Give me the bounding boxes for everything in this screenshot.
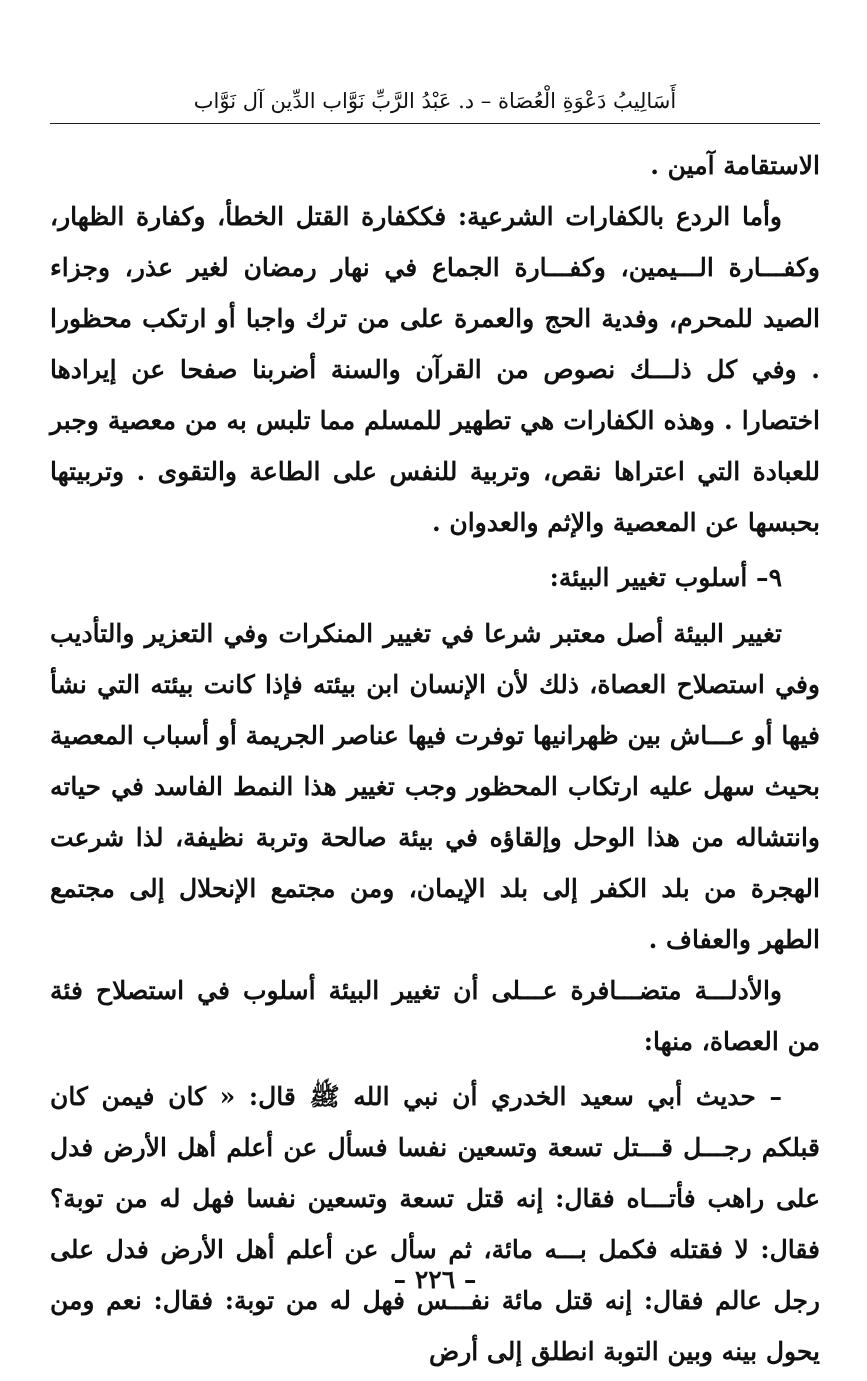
paragraph-environment: تغيير البيئة أصل معتبر شرعا في تغيير المنكرات وفي التعزير والتأديب وفي استصلاح العصاة، ذلك لأن الإنسان ابن بيئته فإذا كانت بيئته التي نشأ فيها أو عـــاش بين ظهرانيها توفرت فيها عناصر الجريمة أو أسباب المعصية بحيث سهل عليه ارتكاب المحظور وجب تغيير هذا النمط الفاسد في حياته وانتشاله من هذا الوحل وإلقاؤه في بيئة صالحة وتربة نظيفة، لذا شرعت الهجرة من بلد الكفر إلى بلد الإيمان، ومن مجتمع الإنحلال إلى مجتمع الطهر والعفاف .	[50, 619, 820, 954]
paragraph-evidence: والأدلـــة متضـــافرة عـــلى أن تغيير البيئة أسلوب في استصلاح فئة من العصاة، منها:	[50, 976, 820, 1056]
hadith-intro: – حديث أبي سعيد الخدري أن نبي الله ﷺ قال:	[248, 1082, 782, 1111]
paragraph-continuation: الاستقامة آمين .	[650, 151, 820, 180]
page-number: – ٢٢٦ –	[393, 1265, 477, 1294]
section-heading: ٩– أسلوب تغيير البيئة:	[549, 563, 782, 592]
page-body	[50, 140, 820, 1377]
paragraph-kaffarat: وأما الردع بالكفارات الشرعية: فككفارة القتل الخطأ، وكفارة الظهار، وكفـــارة الـــيمين، وكفـــارة الجماع في نهار رمضان لغير عذر، وجزاء الصيد للمحرم، وفدية الحج والعمرة على من ترك واجبا أو ارتكب محظورا . وفي كل ذلـــك نصوص من القرآن والسنة أضربنا صفحا عن إيرادها اختصارا . وهذه الكفارات هي تطهير للمسلم مما تلبس به من معصية وجبر للعبادة التي اعتراها نقص، وتربية للنفس على الطاعة والتقوى . وتربيتها بحبسها عن المعصية والإثم والعدوان .	[50, 202, 820, 537]
paragraph-hadith	[50, 1071, 820, 1377]
hadith-quote: « كان فيمن كان قبلكم رجـــل قـــتل تسعة وتسعين نفسا فسأل عن أعلم أهل الأرض فدل على راهب فأتـــاه فقال: إنه قتل تسعة وتسعين نفسا فهل له من توبة؟ فقال: لا فقتله فكمل بـــه مائة، ثم سأل عن أعلم أهل الأرض فدل على رجل عالم فقال: إنه قتل مائة نفـــس فهل له من توبة: فقال: نعم ومن يحول بينه وبين التوبة انطلق إلى أرض	[50, 1082, 820, 1366]
header-divider	[50, 123, 820, 124]
running-header: أَسَالِيبُ دَعْوَةِ الْعُصَاة – د. عَبْدُ الرَّبِّ نَوَّاب الدِّين آل نَوَّاب	[193, 89, 677, 113]
